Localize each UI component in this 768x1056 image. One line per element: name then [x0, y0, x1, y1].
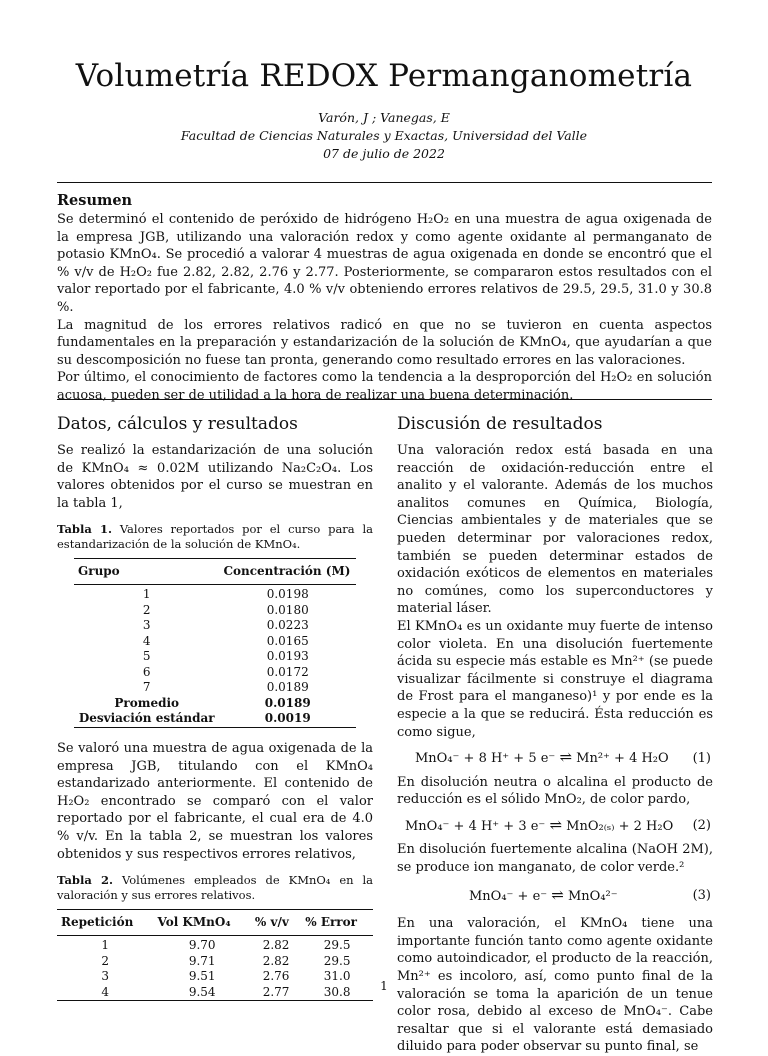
- table-cell: 2.77: [262, 984, 290, 999]
- equilibrium-arrow-icon: ⇌: [559, 748, 573, 767]
- equation-number: (1): [692, 750, 711, 766]
- equation-number: (2): [692, 818, 711, 834]
- table-header-cell: Repetición: [61, 915, 134, 930]
- left-column: [57, 412, 373, 1013]
- body-paragraph: Una valoración redox está basada en una reacción de oxidación-reducción entre el analito y el valorante. Además de los muchos analitos comunes en Química, Biología, Ciencias ambientales y de materiales que se pueden determinar por valoraciones redox, también se pueden determinar estados de oxidación exóticos de elementos en materiales no comúnes, como los superconductores y material láser.: [397, 443, 713, 617]
- table-cell: 2: [142, 602, 151, 617]
- equation-1: [397, 749, 713, 768]
- table-cell: 0.0165: [266, 633, 309, 648]
- table-cell: 4: [142, 633, 151, 648]
- table-header-cell: Concentración (M): [223, 564, 351, 579]
- page-number: 1: [380, 979, 388, 993]
- table-cell: 0.0172: [266, 664, 309, 679]
- table-row: [74, 634, 356, 650]
- equation-2: [397, 817, 713, 836]
- equilibrium-arrow-icon: ⇌: [549, 815, 563, 834]
- abstract-paragraph: La magnitud de los errores relativos radicó en que no se tuvieron en cuenta aspectos fundamentales en la preparación y estandarización de la solución de KMnO₄, que ayudarían a que su descomposición no fuese tan pronta, generando como resultado errores en las valoraciones.: [57, 317, 712, 368]
- body-paragraph: Se realizó la estandarización de una solución de KMnO₄ ≈ 0.02M utilizando Na₂C₂O₄. Los valores obtenidos por el curso se muestran en la tabla 1,: [57, 443, 373, 511]
- table2-caption: [57, 873, 373, 903]
- equation-lhs: MnO₄⁻ + e⁻: [469, 888, 548, 904]
- table-row: [57, 938, 373, 954]
- table-cell: 4: [101, 984, 110, 999]
- table-cell: 2.82: [262, 938, 290, 953]
- table-cell: 3: [101, 969, 110, 984]
- table-row-average: [74, 696, 356, 712]
- table-cell: Desviación estándar: [78, 711, 215, 726]
- body-paragraph: En disolución fuertemente alcalina (NaOH 2M), se produce ion manganato, de color verde.²: [397, 842, 713, 876]
- table-header-row: [74, 559, 356, 585]
- table-header-cell: % Error: [305, 915, 357, 930]
- abstract-paragraph: Se determinó el contenido de peróxido de hidrógeno H₂O₂ en una muestra de agua oxigenada de la empresa JGB, utilizando una valoración redox y como agente oxidante al permanganato de potasio KMnO₄. Se procedió a valorar 4 muestras de agua oxigenada en donde se encontró que el % v/v de H₂O₂ fue 2.82, 2.82, 2.76 y 2.77. Posteriormente, se compararon estos resultados con el valor reportado por el fabricante, 4.0 % v/v obteniendo errores relativos de 29.5, 29.5, 31.0 y 30.8 %.: [57, 212, 712, 315]
- table-cell: 0.0193: [266, 649, 309, 664]
- table1: [74, 558, 356, 728]
- table1-caption: [57, 522, 373, 552]
- abstract-rule: [57, 399, 712, 400]
- section-heading-discusion: Discusión de resultados: [397, 414, 603, 434]
- right-column: [397, 412, 713, 1056]
- body-paragraph: En disolución neutra o alcalina el producto de reducción es el sólido MnO₂, de color pardo,: [397, 774, 713, 808]
- table-cell: 0.0019: [264, 711, 311, 726]
- table-cell: 30.8: [323, 984, 351, 999]
- table-cell: 9.71: [188, 953, 216, 968]
- date: 07 de julio de 2022: [323, 146, 445, 161]
- table-header-cell: Grupo: [78, 564, 120, 579]
- table1-caption-text: Valores reportados por el curso para la estandarización de la solución de KMnO₄.: [57, 522, 374, 552]
- equation-rhs: MnO₂₍ₛ₎ + 2 H₂O: [566, 818, 674, 834]
- table-row: [74, 680, 356, 696]
- table-row: [57, 954, 373, 970]
- table-cell: 0.0223: [266, 618, 309, 633]
- equation-lhs: MnO₄⁻ + 4 H⁺ + 3 e⁻: [405, 818, 546, 834]
- table-cell: 2: [101, 953, 110, 968]
- table-cell: Promedio: [114, 695, 180, 710]
- table-cell: 6: [142, 664, 151, 679]
- body-paragraph: El KMnO₄ es un oxidante muy fuerte de intenso color violeta. En una disolución fuertemente ácida su especie más estable es Mn²⁺ (se puede visualizar fácilmente si construye el diagrama de Frost para el manganeso)¹ y por ende es la especie a la que se reducirá. Ésta reducción es como sigue,: [397, 618, 713, 740]
- equilibrium-arrow-icon: ⇌: [551, 885, 564, 904]
- table-cell: 9.70: [188, 938, 216, 953]
- equation-rhs: MnO₄²⁻: [568, 888, 618, 904]
- table-header-cell: Vol KMnO₄: [157, 915, 231, 930]
- table-cell: 2.76: [262, 969, 290, 984]
- body-paragraph: En una valoración, el KMnO₄ tiene una importante función tanto como agente oxidante como autoindicador, el producto de la reacción, Mn²⁺ es incoloro, así, como punto final de la valoración se toma la aparición de un tenue color rosa, debido al exceso de MnO₄⁻. Cabe resaltar que si el valorante está demasiado diluido para poder observar su punto final, se: [397, 916, 713, 1055]
- table-cell: 2.82: [262, 953, 290, 968]
- table-cell: 7: [142, 680, 151, 695]
- table-cell: 29.5: [323, 938, 351, 953]
- table-header-cell: % v/v: [254, 915, 289, 930]
- table-cell: 0.0198: [266, 587, 309, 602]
- table-cell: 29.5: [323, 953, 351, 968]
- table-row: [74, 587, 356, 603]
- table-cell: 1: [142, 587, 151, 602]
- table-cell: 0.0189: [266, 680, 309, 695]
- equation-lhs: MnO₄⁻ + 8 H⁺ + 5 e⁻: [415, 751, 556, 767]
- table-cell: 1: [101, 938, 110, 953]
- table-row: [74, 603, 356, 619]
- paper-title: Volumetría REDOX Permanganometría: [75, 58, 693, 94]
- abstract-paragraph: Por último, el conocimiento de factores como la tendencia a la desproporción del H₂O₂ en solución acuosa, pueden ser de utilidad a la hora de realizar una buena determinación.: [57, 370, 712, 403]
- table-cell: 0.0189: [264, 695, 311, 710]
- equation-number: (3): [692, 888, 711, 904]
- table2-caption-label: Tabla 2.: [57, 873, 114, 888]
- table-row-stddev: [74, 711, 356, 727]
- equation-rhs: Mn²⁺ + 4 H₂O: [576, 751, 669, 767]
- abstract-body: [57, 211, 712, 405]
- affiliation: Facultad de Ciencias Naturales y Exactas, Universidad del Valle: [180, 128, 588, 143]
- table-cell: 5: [142, 649, 151, 664]
- body-paragraph: Se valoró una muestra de agua oxigenada de la empresa JGB, titulando con el KMnO₄ estandarizado anteriormente. El contenido de H₂O₂ encontrado se comparó con el valor reportado por el fabricante, el cual era de 4.0 % v/v. En la tabla 2, se muestran los valores obtenidos y sus respectivos errores relativos,: [57, 740, 373, 862]
- table-cell: 9.54: [188, 984, 216, 999]
- table2-caption-text: Volúmenes empleados de KMnO₄ en la valoración y sus errores relativos.: [57, 873, 374, 903]
- table1-caption-label: Tabla 1.: [57, 522, 112, 537]
- equation-3: [397, 887, 713, 906]
- section-heading-datos: Datos, cálculos y resultados: [57, 414, 298, 434]
- table-row: [74, 618, 356, 634]
- top-rule: [57, 182, 712, 183]
- table-cell: 31.0: [323, 969, 351, 984]
- table-cell: 3: [142, 618, 151, 633]
- authors: Varón, J ; Vanegas, E: [318, 110, 450, 125]
- table-cell: 9.51: [188, 969, 216, 984]
- table-row: [74, 649, 356, 665]
- table-cell: 0.0180: [266, 602, 309, 617]
- abstract-heading: Resumen: [57, 192, 133, 209]
- table-row: [74, 665, 356, 681]
- table-header-row: [57, 910, 373, 936]
